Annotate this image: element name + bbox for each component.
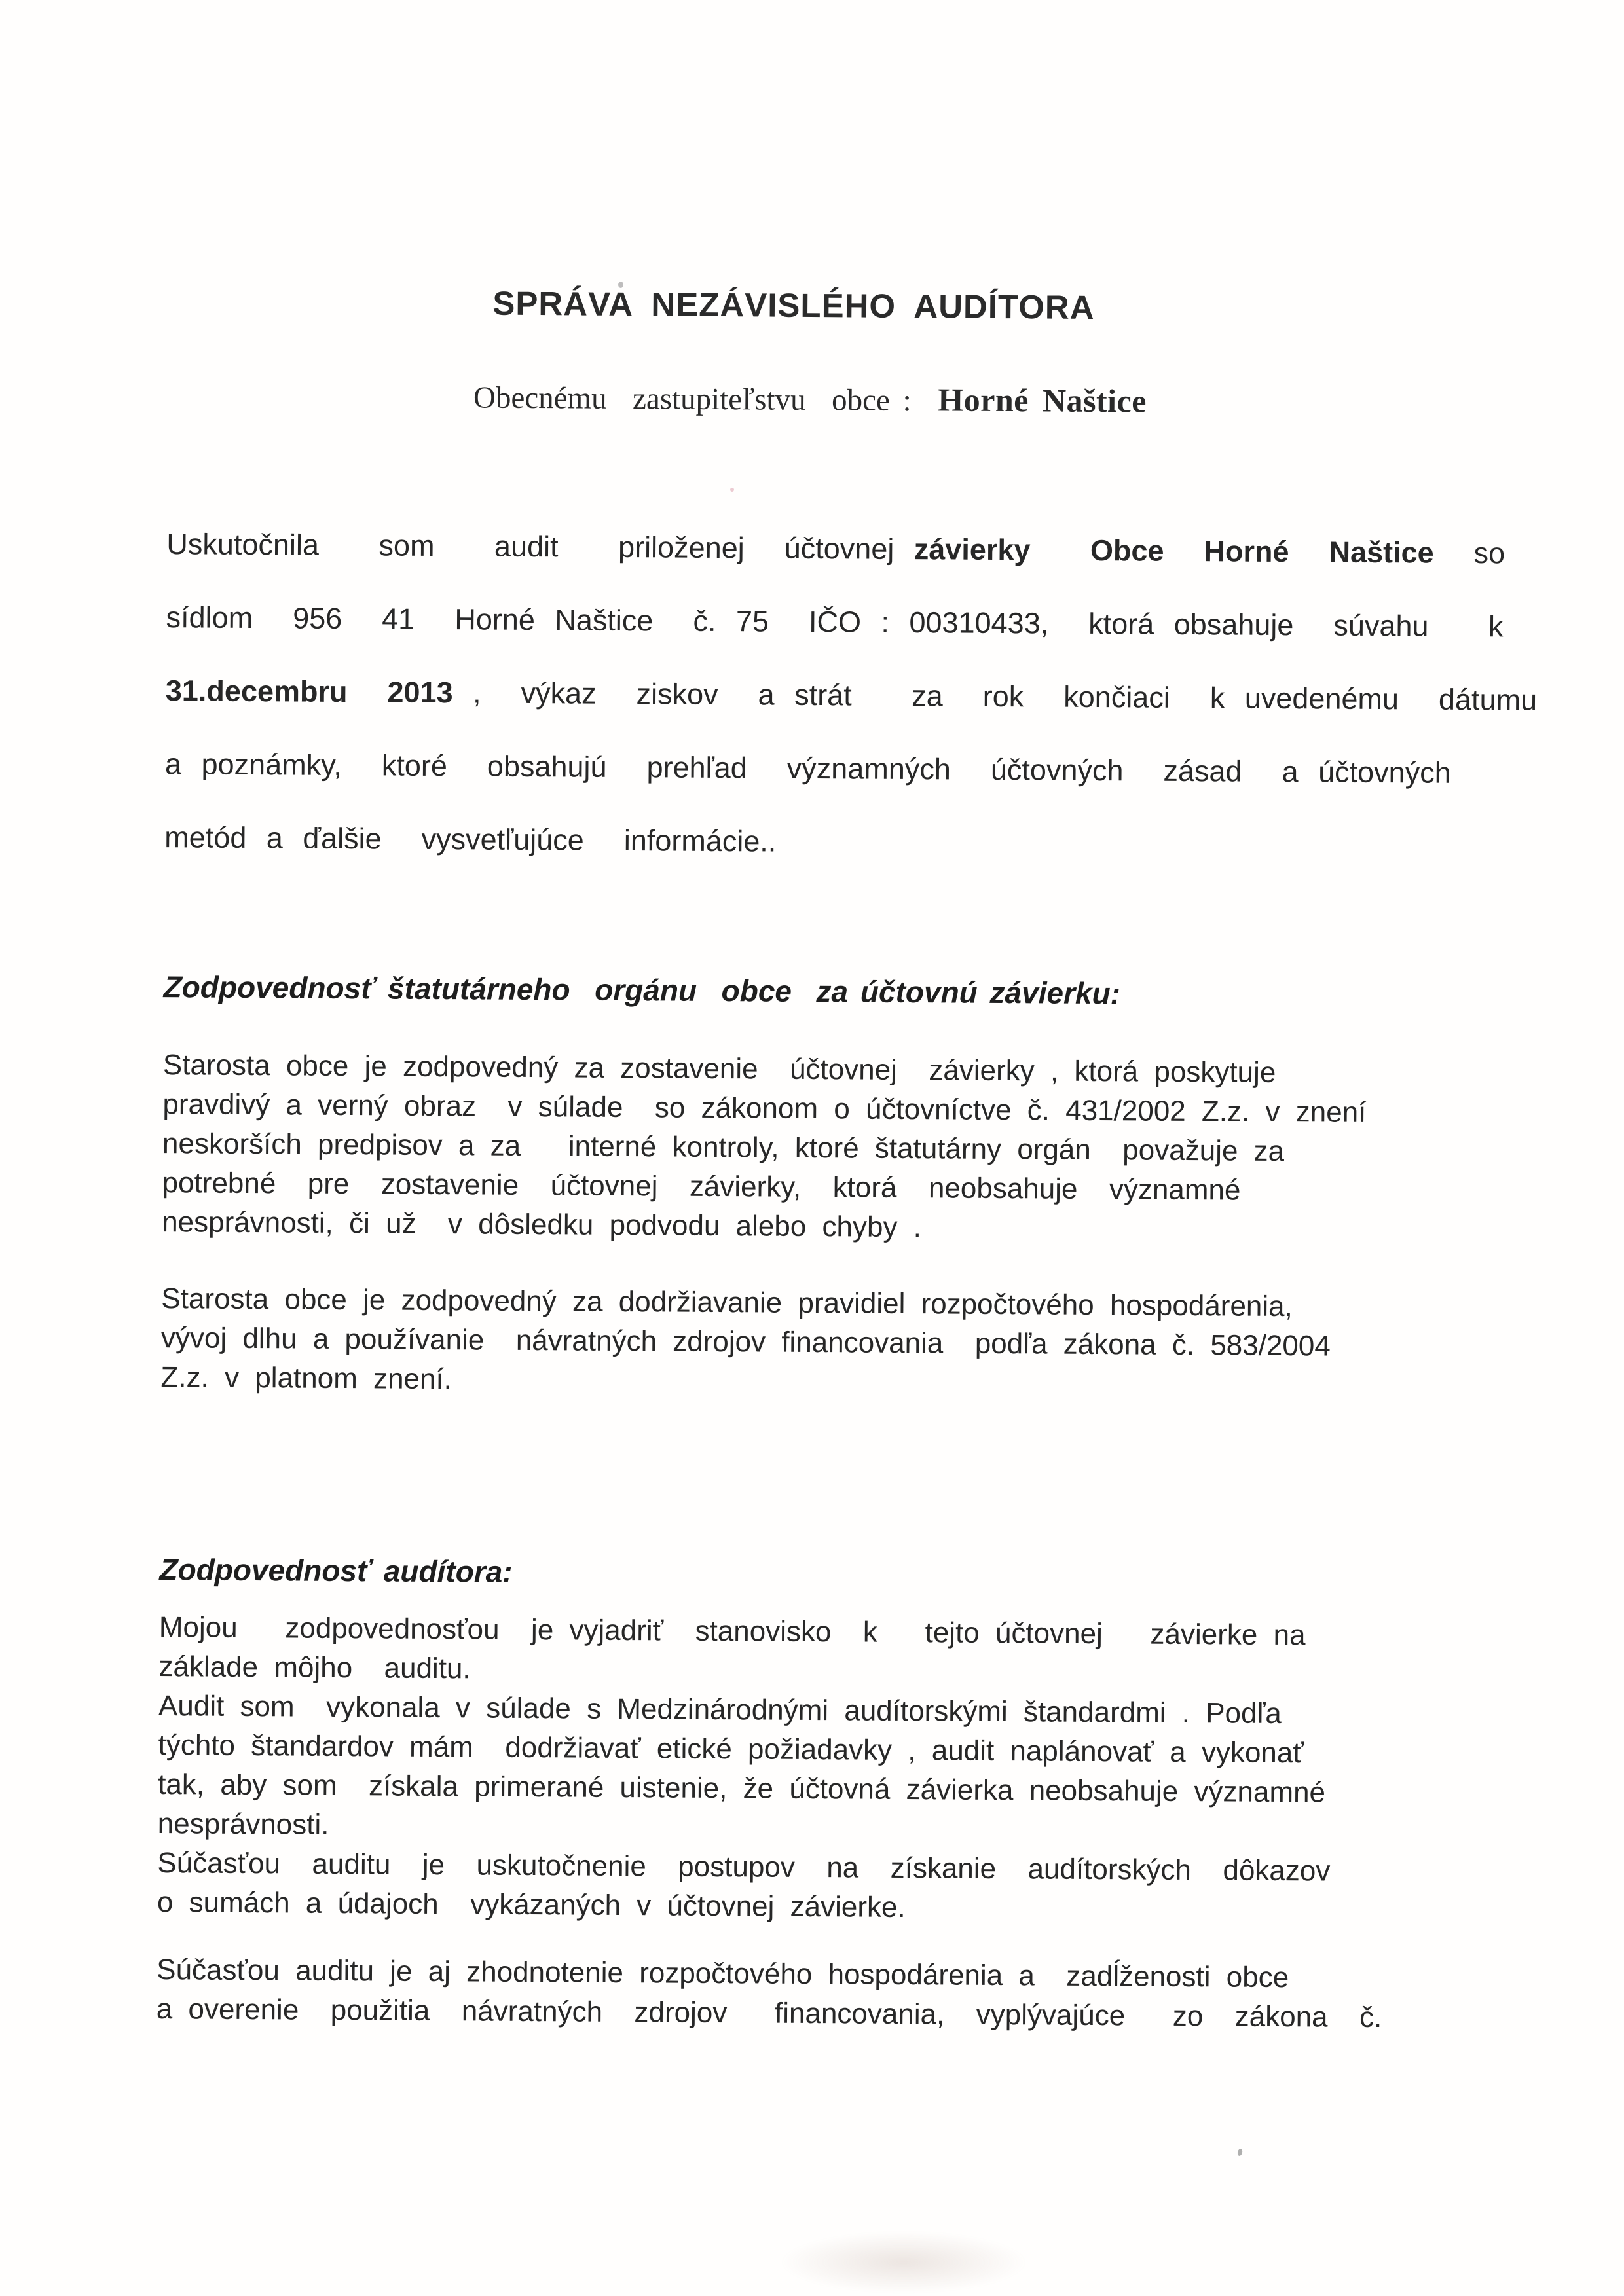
scan-speck-artifact	[730, 488, 734, 492]
addressee-label: Obecnému zastupiteľstvu obce :	[473, 380, 925, 418]
intro-paragraph: Uskutočnila som audit priloženej účtovnej závierky Obce Horné Naštice so sídlom 956 41 Horné Naštice č. 75 IČO : 00310433, ktorá obsahuje súvahu k 31.decembru 2013 , výkaz ziskov a strát za rok končiaci k uvedenému dátumu a poznámky, ktoré obsahujú prehľad významných účtovných zásad a účtovných metód a ďalšie vysvetľujúce informácie..	[164, 527, 1538, 858]
statutory-responsibility-paragraph-2: Starosta obce je zodpovedný za dodržiavanie pravidiel rozpočtového hospodárenia, vývoj dlhu a používanie návratných zdrojov financovania podľa zákona č. 583/2004 Z.z. v platnom znení.	[160, 1283, 1331, 1396]
statutory-responsibility-paragraph-1: Starosta obce je zodpovedný za zostavenie účtovnej závierky , ktorá poskytuje pravdivý a verný obraz v súlade so zákonom o účtovníctve č. 431/2002 Z.z. v znení neskorších predpisov a za interné kontroly, ktoré štatutárny orgán považuje za potrebné pre zostavenie účtovnej závierky, ktorá neobsahuje významné nesprávnosti, či už v dôsledku podvodu alebo chyby .	[162, 1049, 1367, 1244]
section-heading-statutory-responsibility: Zodpovednosť štatutárneho orgánu obce za účtovnú závierku:	[163, 970, 1121, 1011]
scan-smudge-artifact	[779, 2231, 1028, 2293]
auditor-responsibility-paragraph-2: Súčasťou auditu je aj zhodnotenie rozpočtového hospodárenia a zadĺženosti obce a overenie použitia návratných zdrojov financovania, vyplývajúce zo zákona č.	[156, 1954, 1382, 2034]
auditor-responsibility-paragraph-1: Mojou zodpovednosťou je vyjadriť stanovisko k tejto účtovnej závierke na základe môjho auditu. Audit som vykonala v súlade s Medzinárodnými audítorskými štandardmi . Podľa týchto štandardov mám dodržiavať etické požiadavky , audit naplánovať a vykonať tak, aby som získala primerané uistenie, že účtovná závierka neobsahuje významné nesprávnosti. Súčasťou auditu je uskutočnenie postupov na získanie audítorských dôkazov o sumách a údajoch vykázaných v účtovnej závierke.	[157, 1611, 1331, 1924]
scan-speck-artifact	[618, 282, 623, 288]
addressee-line	[0, 374, 1622, 423]
addressee-name: Horné Naštice	[924, 381, 1147, 420]
report-title: SPRÁVA NEZÁVISLÉHO AUDÍTORA	[492, 284, 1095, 326]
section-heading-auditor-responsibility: Zodpovednosť audítora:	[159, 1552, 513, 1589]
